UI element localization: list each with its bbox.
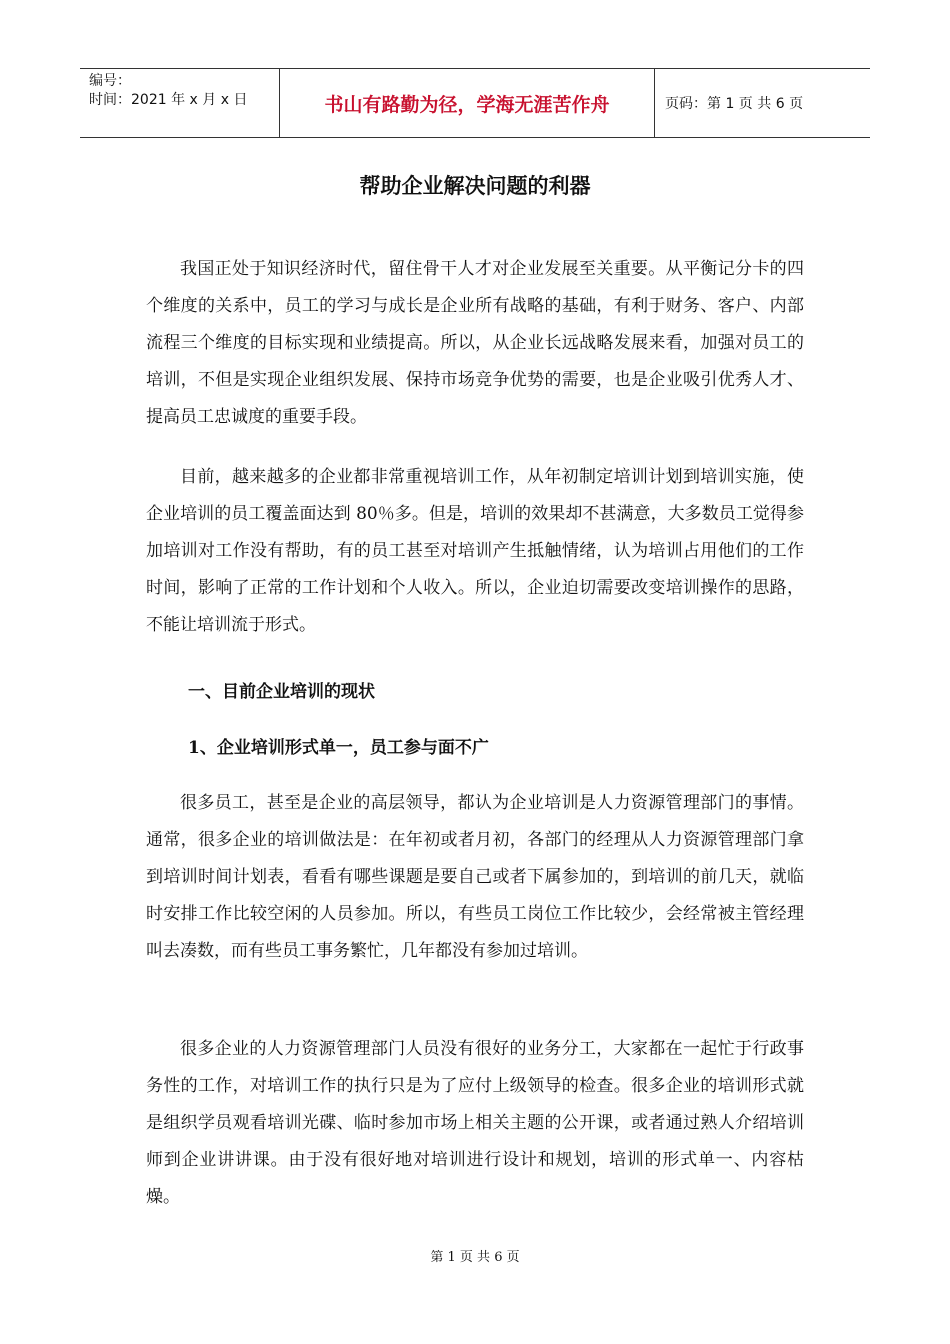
time-label: 时间：2021 年 x 月 x 日 bbox=[89, 92, 248, 108]
header-meta bbox=[80, 69, 280, 137]
paragraph-1: 我国正处于知识经济时代，留住骨干人才对企业发展至关重要。从平衡记分卡的四个维度的关系中，员工的学习与成长是企业所有战略的基础，有利于财务、客户、内部流程三个维度的目标实现和业绩提高。所以，从企业长远战略发展来看，加强对员工的培训，不但是实现企业组织发展、保持市场竞争优势的需要，也是企业吸引优秀人才、提高员工忠诚度的重要手段。 bbox=[146, 259, 804, 427]
subsection-heading-1: 1、企业培训形式单一，员工参与面不广 bbox=[188, 738, 489, 758]
paragraph-4: 很多企业的人力资源管理部门人员没有很好的业务分工，大家都在一起忙于行政事务性的工作，对培训工作的执行只是为了应付上级领导的检查。很多企业的培训形式就是组织学员观看培训光碟、临时参加市场上相关主题的公开课，或者通过熟人介绍培训师到企业讲讲课。由于没有很好地对培训进行设计和规划，培训的形式单一、内容枯燥。 bbox=[146, 1039, 804, 1207]
section-heading-1: 一、目前企业培训的现状 bbox=[188, 682, 375, 702]
document-header bbox=[80, 68, 870, 138]
document-title: 帮助企业解决问题的利器 bbox=[359, 173, 591, 198]
header-page-label: 页码：第 1 页 共 6 页 bbox=[665, 96, 804, 112]
paragraph-3: 很多员工，甚至是企业的高层领导，都认为企业培训是人力资源管理部门的事情。通常，很多企业的培训做法是：在年初或者月初，各部门的经理从人力资源管理部门拿到培训时间计划表，看看有哪些课题是要自己或者下属参加的，到培训的前几天，就临时安排工作比较空闲的人员参加。所以，有些员工岗位工作比较少，会经常被主管经理叫去凑数，而有些员工事务繁忙，几年都没有参加过培训。 bbox=[146, 793, 804, 961]
page-footer: 第 1 页 共 6 页 bbox=[430, 1250, 520, 1265]
number-label: 编号： bbox=[89, 73, 131, 89]
header-motto: 书山有路勤为径，学海无涯苦作舟 bbox=[280, 69, 655, 137]
paragraph-2: 目前，越来越多的企业都非常重视培训工作，从年初制定培训计划到培训实施，使企业培训的员工覆盖面达到 80％多。但是，培训的效果却不甚满意，大多数员工觉得参加培训对工作没有帮助，有的员工甚至对培训产生抵触情绪，认为培训占用他们的工作时间，影响了正常的工作计划和个人收入。所以，企业迫切需要改变培训操作的思路，不能让培训流于形式。 bbox=[146, 467, 804, 635]
